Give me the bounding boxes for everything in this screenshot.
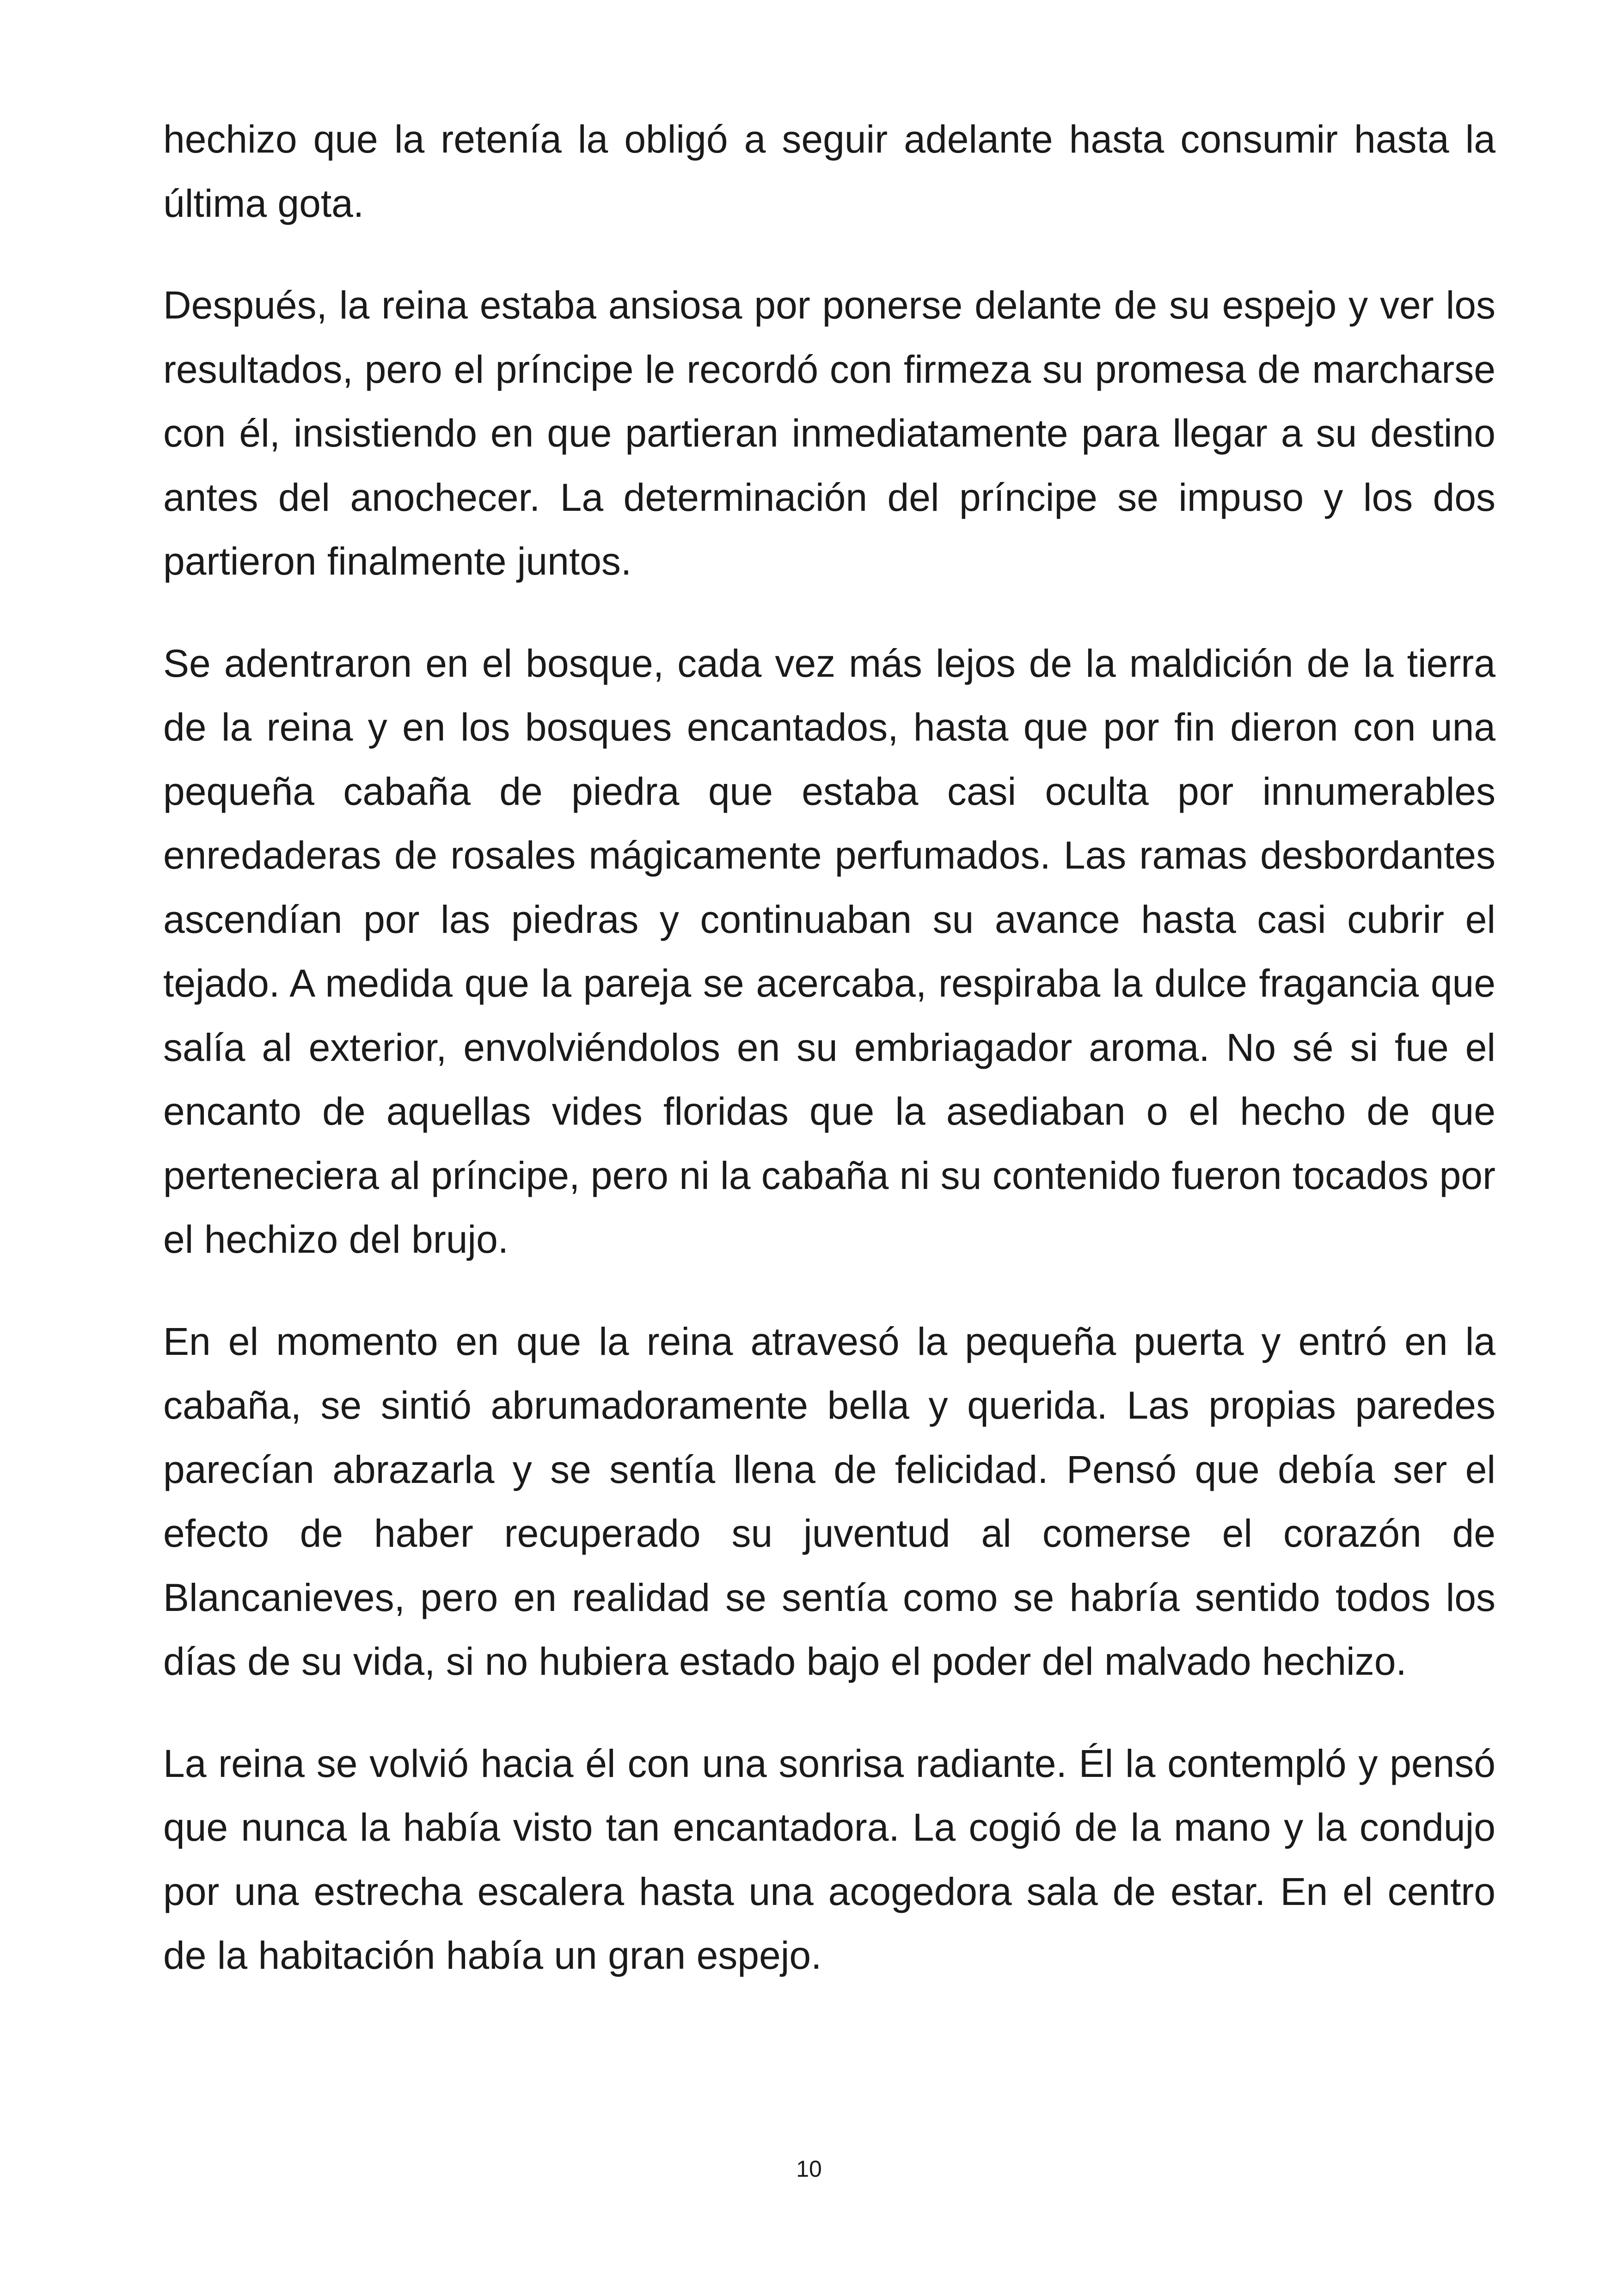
paragraph-1: hechizo que la retenía la obligó a seguir adelante hasta consumir hasta la última gota. [163,117,1495,225]
page-number: 10 [796,2156,822,2182]
paragraph-5: La reina se volvió hacia él con una sonrisa radiante. Él la contempló y pensó que nunca la había visto tan encantadora. La cogió de la mano y la condujo por una estrecha escalera hasta una acogedora sala de estar. En el centro de la habitación había un gran espejo. [163,1741,1495,1977]
paragraph-2: Después, la reina estaba ansiosa por ponerse delante de su espejo y ver los resultados, pero el príncipe le recordó con firmeza su promesa de marcharse con él, insistiendo en que partieran inmediatamente para llegar a su destino antes del anochecer. La determinación del príncipe se impuso y los dos partieron finalmente juntos. [163,283,1495,583]
paragraph-4: En el momento en que la reina atravesó la pequeña puerta y entró en la cabaña, se sintió abrumadoramente bella y querida. Las propias paredes parecían abrazarla y se sentía llena de felicidad. Pensó que debía ser el efecto de haber recuperado su juventud al comerse el corazón de Blancanieves, pero en realidad se sentía como se habría sentido todos los días de su vida, si no hubiera estado bajo el poder del malvado hechizo. [163,1319,1495,1683]
paragraph-3: Se adentraron en el bosque, cada vez más lejos de la maldición de la tierra de la reina y en los bosques encantados, hasta que por fin dieron con una pequeña cabaña de piedra que estaba casi oculta por innumerables enredaderas de rosales mágicamente perfumados. Las ramas desbordantes ascendían por las piedras y continuaban su avance hasta casi cubrir el tejado. A medida que la pareja se acercaba, respiraba la dulce fragancia que salía al exterior, envolviéndolos en su embriagador aroma. No sé si fue el encanto de aquellas vides floridas que la asediaban o el hecho de que perteneciera al príncipe, pero ni la cabaña ni su contenido fueron tocados por el hechizo del brujo. [163,641,1495,1261]
body-text [163,107,1495,1988]
